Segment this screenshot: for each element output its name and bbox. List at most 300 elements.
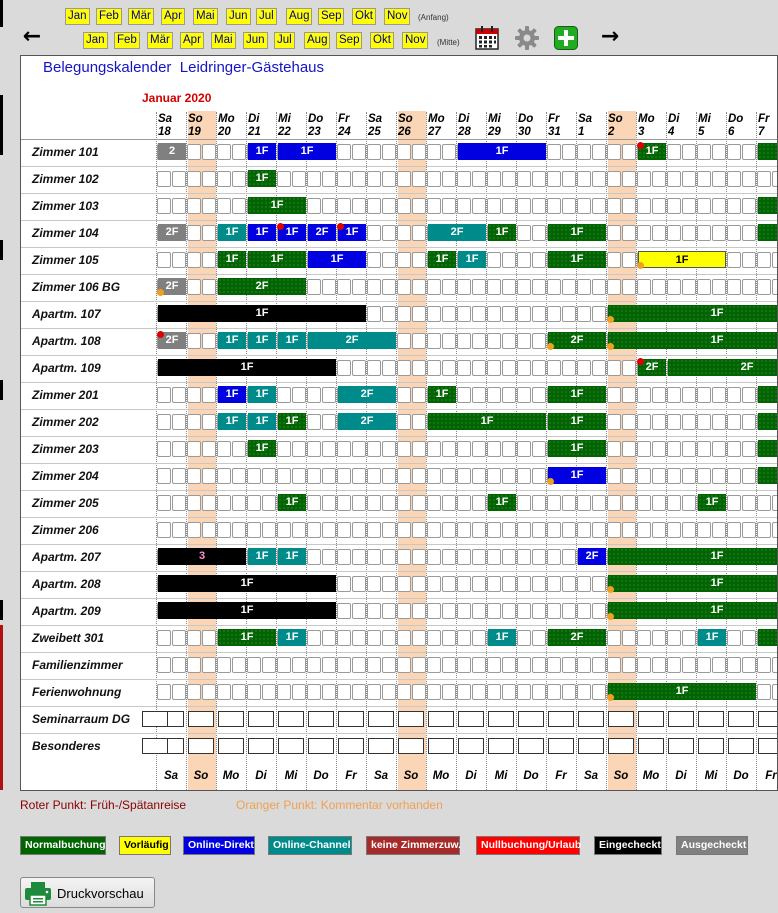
day-cell[interactable] (487, 387, 501, 403)
booking-bar[interactable]: 2 (158, 143, 186, 160)
day-cell[interactable] (608, 738, 634, 754)
day-cell[interactable] (487, 306, 501, 322)
day-cell[interactable] (697, 171, 711, 187)
booking-bar[interactable]: 1F (278, 494, 306, 511)
day-cell[interactable] (367, 171, 381, 187)
day-cell[interactable] (352, 144, 366, 160)
day-cell[interactable] (397, 468, 411, 484)
day-cell[interactable] (727, 387, 741, 403)
day-cell[interactable] (412, 252, 426, 268)
day-cell[interactable] (188, 711, 214, 727)
day-cell[interactable] (457, 441, 471, 457)
day-cell[interactable] (742, 495, 756, 511)
day-cell[interactable] (517, 522, 531, 538)
day-cell[interactable] (487, 576, 501, 592)
day-cell[interactable] (202, 441, 216, 457)
day-cell[interactable] (727, 657, 741, 673)
day-cell[interactable] (218, 738, 244, 754)
day-cell[interactable] (488, 711, 514, 727)
day-cell[interactable] (622, 387, 636, 403)
day-cell[interactable] (667, 198, 681, 214)
day-cell[interactable] (622, 198, 636, 214)
day-cell[interactable] (517, 279, 531, 295)
day-cell[interactable] (292, 441, 306, 457)
day-cell[interactable] (472, 549, 486, 565)
day-cell[interactable] (517, 495, 531, 511)
day-cell[interactable] (577, 684, 591, 700)
day-cell[interactable] (637, 522, 651, 538)
day-cell[interactable] (202, 252, 216, 268)
day-cell[interactable] (382, 171, 396, 187)
day-cell[interactable] (367, 495, 381, 511)
day-cell[interactable] (337, 171, 351, 187)
day-cell[interactable] (187, 279, 201, 295)
day-cell[interactable] (502, 684, 516, 700)
day-cell[interactable] (472, 603, 486, 619)
day-cell[interactable] (652, 468, 666, 484)
booking-bar[interactable]: 2F (158, 224, 186, 241)
day-cell[interactable] (742, 630, 756, 646)
day-cell[interactable] (667, 468, 681, 484)
day-cell[interactable] (622, 522, 636, 538)
day-cell[interactable] (412, 684, 426, 700)
day-cell[interactable] (412, 549, 426, 565)
day-cell[interactable] (652, 522, 666, 538)
day-cell[interactable] (397, 495, 411, 511)
day-cell[interactable] (442, 522, 456, 538)
day-cell[interactable] (487, 360, 501, 376)
day-cell[interactable] (352, 495, 366, 511)
day-cell[interactable] (337, 279, 351, 295)
day-cell[interactable] (442, 360, 456, 376)
calendar-icon[interactable] (474, 25, 500, 51)
booking-bar[interactable]: 3 (158, 548, 246, 565)
day-cell[interactable] (368, 738, 394, 754)
day-cell[interactable] (727, 414, 741, 430)
day-cell[interactable] (338, 711, 364, 727)
day-cell[interactable] (412, 225, 426, 241)
day-cell[interactable] (307, 468, 321, 484)
day-cell[interactable] (712, 279, 726, 295)
day-cell[interactable] (577, 603, 591, 619)
booking-bar[interactable]: 1F (608, 683, 756, 700)
day-cell[interactable] (382, 144, 396, 160)
day-cell[interactable] (727, 630, 741, 646)
day-cell[interactable] (668, 738, 694, 754)
day-cell[interactable] (442, 495, 456, 511)
day-cell[interactable] (532, 603, 546, 619)
day-cell[interactable] (742, 414, 756, 430)
day-cell[interactable] (367, 225, 381, 241)
booking-bar[interactable]: 1F (638, 251, 726, 268)
day-cell[interactable] (622, 171, 636, 187)
day-cell[interactable] (187, 657, 201, 673)
day-cell[interactable] (292, 684, 306, 700)
day-cell[interactable] (607, 171, 621, 187)
day-cell[interactable] (667, 522, 681, 538)
day-cell[interactable] (428, 738, 454, 754)
print-preview-button[interactable] (20, 877, 155, 908)
booking-bar[interactable]: 1F (278, 413, 306, 430)
day-cell[interactable] (367, 144, 381, 160)
day-cell[interactable] (697, 198, 711, 214)
day-cell[interactable] (592, 603, 606, 619)
day-cell[interactable] (712, 225, 726, 241)
day-cell[interactable] (472, 495, 486, 511)
day-cell[interactable] (637, 441, 651, 457)
day-cell[interactable] (472, 630, 486, 646)
day-cell[interactable] (532, 360, 546, 376)
day-cell[interactable] (337, 441, 351, 457)
day-cell[interactable] (742, 279, 756, 295)
day-cell[interactable] (187, 252, 201, 268)
day-cell[interactable] (262, 657, 276, 673)
day-cell[interactable] (562, 306, 576, 322)
gear-icon[interactable] (514, 25, 540, 51)
day-cell[interactable] (397, 225, 411, 241)
day-cell[interactable] (697, 225, 711, 241)
day-cell[interactable] (307, 279, 321, 295)
day-cell[interactable] (307, 171, 321, 187)
day-cell[interactable] (622, 225, 636, 241)
booking-bar[interactable]: 2F (578, 548, 606, 565)
day-cell[interactable] (202, 387, 216, 403)
day-cell[interactable] (607, 252, 621, 268)
day-cell[interactable] (442, 576, 456, 592)
booking-bar[interactable]: 1F (608, 575, 778, 592)
day-cell[interactable] (697, 441, 711, 457)
month-button-jan[interactable]: Jan (83, 32, 108, 49)
day-cell[interactable] (367, 360, 381, 376)
day-cell[interactable] (517, 441, 531, 457)
day-cell[interactable] (532, 684, 546, 700)
day-cell[interactable] (727, 279, 741, 295)
day-cell[interactable] (562, 198, 576, 214)
day-cell[interactable] (472, 657, 486, 673)
booking-bar[interactable]: 1F (278, 629, 306, 646)
day-cell[interactable] (382, 576, 396, 592)
day-cell[interactable] (517, 576, 531, 592)
day-cell[interactable] (427, 360, 441, 376)
day-cell[interactable] (172, 198, 186, 214)
day-cell[interactable] (742, 522, 756, 538)
booking-bar[interactable]: 1F (218, 386, 246, 403)
day-cell[interactable] (772, 252, 778, 268)
day-cell[interactable] (577, 144, 591, 160)
day-cell[interactable] (502, 252, 516, 268)
month-button-mai[interactable]: Mai (211, 32, 236, 49)
day-cell[interactable] (202, 522, 216, 538)
day-cell[interactable] (397, 144, 411, 160)
booking-bar[interactable]: 1F (458, 251, 486, 268)
day-cell[interactable] (502, 360, 516, 376)
day-cell[interactable] (412, 306, 426, 322)
day-cell[interactable] (712, 171, 726, 187)
day-cell[interactable] (577, 657, 591, 673)
day-cell[interactable] (442, 657, 456, 673)
day-cell[interactable] (352, 279, 366, 295)
month-button-nov[interactable]: Nov (384, 8, 410, 25)
day-cell[interactable] (502, 306, 516, 322)
day-cell[interactable] (397, 441, 411, 457)
day-cell[interactable] (412, 495, 426, 511)
booking-bar[interactable]: 1F (608, 602, 778, 619)
booking-bar[interactable]: 1F (698, 494, 726, 511)
day-cell[interactable] (727, 252, 741, 268)
day-cell[interactable] (667, 657, 681, 673)
day-cell[interactable] (502, 198, 516, 214)
booking-bar[interactable]: 1F (548, 467, 606, 484)
day-cell[interactable] (652, 171, 666, 187)
day-cell[interactable] (412, 171, 426, 187)
day-cell[interactable] (382, 657, 396, 673)
day-cell[interactable] (517, 360, 531, 376)
day-cell[interactable] (532, 279, 546, 295)
day-cell[interactable] (157, 684, 171, 700)
day-cell[interactable] (517, 549, 531, 565)
day-cell[interactable] (472, 171, 486, 187)
day-cell[interactable] (577, 279, 591, 295)
day-cell[interactable] (577, 495, 591, 511)
day-cell[interactable] (427, 684, 441, 700)
booking-bar[interactable]: 1F (548, 251, 606, 268)
add-icon[interactable] (553, 25, 579, 51)
day-cell[interactable] (247, 495, 261, 511)
day-cell[interactable] (457, 630, 471, 646)
day-cell[interactable] (622, 144, 636, 160)
day-cell[interactable] (697, 414, 711, 430)
month-button-jun[interactable]: Jun (226, 8, 251, 25)
month-button-mär[interactable]: Mär (128, 8, 154, 25)
day-cell[interactable] (472, 306, 486, 322)
day-cell[interactable] (652, 225, 666, 241)
day-cell[interactable] (397, 603, 411, 619)
day-cell[interactable] (547, 306, 561, 322)
day-cell[interactable] (217, 522, 231, 538)
day-cell[interactable] (442, 333, 456, 349)
day-cell[interactable] (352, 198, 366, 214)
day-cell[interactable] (532, 333, 546, 349)
day-cell[interactable] (412, 576, 426, 592)
day-cell[interactable] (457, 657, 471, 673)
booking-bar[interactable]: 1F (638, 143, 666, 160)
day-cell[interactable] (442, 144, 456, 160)
booking-bar[interactable]: 1F (218, 251, 246, 268)
day-cell[interactable] (232, 657, 246, 673)
booking-bar[interactable]: 1F (158, 602, 336, 619)
day-cell[interactable] (487, 657, 501, 673)
day-cell[interactable] (712, 441, 726, 457)
day-cell[interactable] (442, 279, 456, 295)
day-cell[interactable] (637, 279, 651, 295)
day-cell[interactable] (488, 738, 514, 754)
month-button-okt[interactable]: Okt (370, 32, 394, 49)
booking-bar[interactable]: 1F (338, 224, 366, 241)
day-cell[interactable] (412, 333, 426, 349)
day-cell[interactable] (652, 495, 666, 511)
booking-bar[interactable]: 1F (488, 629, 516, 646)
day-cell[interactable] (532, 522, 546, 538)
day-cell[interactable] (232, 522, 246, 538)
day-cell[interactable] (547, 495, 561, 511)
day-cell[interactable] (322, 468, 336, 484)
day-cell[interactable] (367, 198, 381, 214)
day-cell[interactable] (517, 198, 531, 214)
day-cell[interactable] (352, 630, 366, 646)
day-cell[interactable] (562, 603, 576, 619)
booking-bar[interactable]: 1F (608, 305, 778, 322)
day-cell[interactable] (472, 576, 486, 592)
booking-bar[interactable]: 1F (218, 413, 246, 430)
day-cell[interactable] (337, 198, 351, 214)
day-cell[interactable] (337, 468, 351, 484)
booking-bar[interactable]: 2F (308, 332, 396, 349)
day-cell[interactable] (532, 171, 546, 187)
day-cell[interactable] (412, 414, 426, 430)
booking-bar[interactable]: 1F (428, 413, 546, 430)
day-cell[interactable] (682, 414, 696, 430)
day-cell[interactable] (157, 657, 171, 673)
day-cell[interactable] (517, 684, 531, 700)
booking-bar[interactable]: 2F (668, 359, 778, 376)
day-cell[interactable] (458, 711, 484, 727)
day-cell[interactable] (727, 144, 741, 160)
day-cell[interactable] (397, 684, 411, 700)
day-cell[interactable] (398, 738, 424, 754)
day-cell[interactable] (247, 684, 261, 700)
day-cell[interactable] (682, 630, 696, 646)
day-cell[interactable] (172, 522, 186, 538)
day-cell[interactable] (472, 441, 486, 457)
day-cell[interactable] (562, 657, 576, 673)
day-cell[interactable] (172, 684, 186, 700)
booking-bar[interactable]: 1F (488, 494, 516, 511)
booking-bar[interactable]: 1F (608, 332, 778, 349)
day-cell[interactable] (442, 198, 456, 214)
day-cell[interactable] (532, 387, 546, 403)
day-cell[interactable] (622, 657, 636, 673)
day-cell[interactable] (187, 630, 201, 646)
day-cell[interactable] (532, 225, 546, 241)
day-cell[interactable] (607, 441, 621, 457)
month-button-jan[interactable]: Jan (65, 8, 90, 25)
month-button-okt[interactable]: Okt (352, 8, 376, 25)
day-cell[interactable] (652, 387, 666, 403)
day-cell[interactable] (442, 603, 456, 619)
day-cell[interactable] (457, 360, 471, 376)
day-cell[interactable] (532, 252, 546, 268)
day-cell[interactable] (458, 738, 484, 754)
day-cell[interactable] (547, 198, 561, 214)
day-cell[interactable] (427, 549, 441, 565)
day-cell[interactable] (322, 495, 336, 511)
day-cell[interactable] (697, 279, 711, 295)
day-cell[interactable] (337, 549, 351, 565)
day-cell[interactable] (277, 441, 291, 457)
day-cell[interactable] (637, 387, 651, 403)
day-cell[interactable] (412, 522, 426, 538)
day-cell[interactable] (322, 171, 336, 187)
day-cell[interactable] (607, 468, 621, 484)
day-cell[interactable] (592, 198, 606, 214)
day-cell[interactable] (547, 576, 561, 592)
day-cell[interactable] (337, 657, 351, 673)
day-cell[interactable] (712, 468, 726, 484)
day-cell[interactable] (742, 171, 756, 187)
day-cell[interactable] (727, 468, 741, 484)
day-cell[interactable] (397, 279, 411, 295)
day-cell[interactable] (727, 522, 741, 538)
day-cell[interactable] (292, 468, 306, 484)
month-button-feb[interactable]: Feb (114, 32, 140, 49)
day-cell[interactable] (157, 252, 171, 268)
day-cell[interactable] (742, 468, 756, 484)
day-cell[interactable] (502, 549, 516, 565)
day-cell[interactable] (712, 387, 726, 403)
day-cell[interactable] (682, 495, 696, 511)
day-cell[interactable] (577, 198, 591, 214)
day-cell[interactable] (427, 468, 441, 484)
day-cell[interactable] (308, 711, 334, 727)
booking-bar[interactable] (758, 467, 778, 484)
day-cell[interactable] (457, 387, 471, 403)
day-cell[interactable] (322, 387, 336, 403)
day-cell[interactable] (457, 576, 471, 592)
day-cell[interactable] (487, 603, 501, 619)
day-cell[interactable] (352, 360, 366, 376)
day-cell[interactable] (592, 684, 606, 700)
day-cell[interactable] (442, 549, 456, 565)
day-cell[interactable] (517, 225, 531, 241)
booking-bar[interactable] (758, 386, 778, 403)
day-cell[interactable] (667, 387, 681, 403)
day-cell[interactable] (278, 738, 304, 754)
day-cell[interactable] (142, 738, 168, 754)
day-cell[interactable] (502, 171, 516, 187)
day-cell[interactable] (547, 171, 561, 187)
day-cell[interactable] (397, 252, 411, 268)
day-cell[interactable] (712, 657, 726, 673)
day-cell[interactable] (622, 252, 636, 268)
day-cell[interactable] (427, 279, 441, 295)
day-cell[interactable] (172, 387, 186, 403)
day-cell[interactable] (457, 468, 471, 484)
day-cell[interactable] (637, 657, 651, 673)
day-cell[interactable] (487, 522, 501, 538)
day-cell[interactable] (742, 144, 756, 160)
booking-bar[interactable]: 1F (248, 224, 276, 241)
day-cell[interactable] (578, 711, 604, 727)
booking-bar[interactable]: 1F (248, 332, 276, 349)
day-cell[interactable] (352, 441, 366, 457)
month-button-aug[interactable]: Aug (304, 32, 330, 49)
day-cell[interactable] (397, 387, 411, 403)
day-cell[interactable] (457, 603, 471, 619)
day-cell[interactable] (262, 468, 276, 484)
day-cell[interactable] (307, 441, 321, 457)
day-cell[interactable] (157, 198, 171, 214)
day-cell[interactable] (487, 198, 501, 214)
day-cell[interactable] (457, 495, 471, 511)
day-cell[interactable] (157, 630, 171, 646)
day-cell[interactable] (307, 387, 321, 403)
day-cell[interactable] (442, 171, 456, 187)
day-cell[interactable] (202, 144, 216, 160)
day-cell[interactable] (307, 495, 321, 511)
day-cell[interactable] (472, 333, 486, 349)
day-cell[interactable] (772, 657, 778, 673)
day-cell[interactable] (457, 306, 471, 322)
